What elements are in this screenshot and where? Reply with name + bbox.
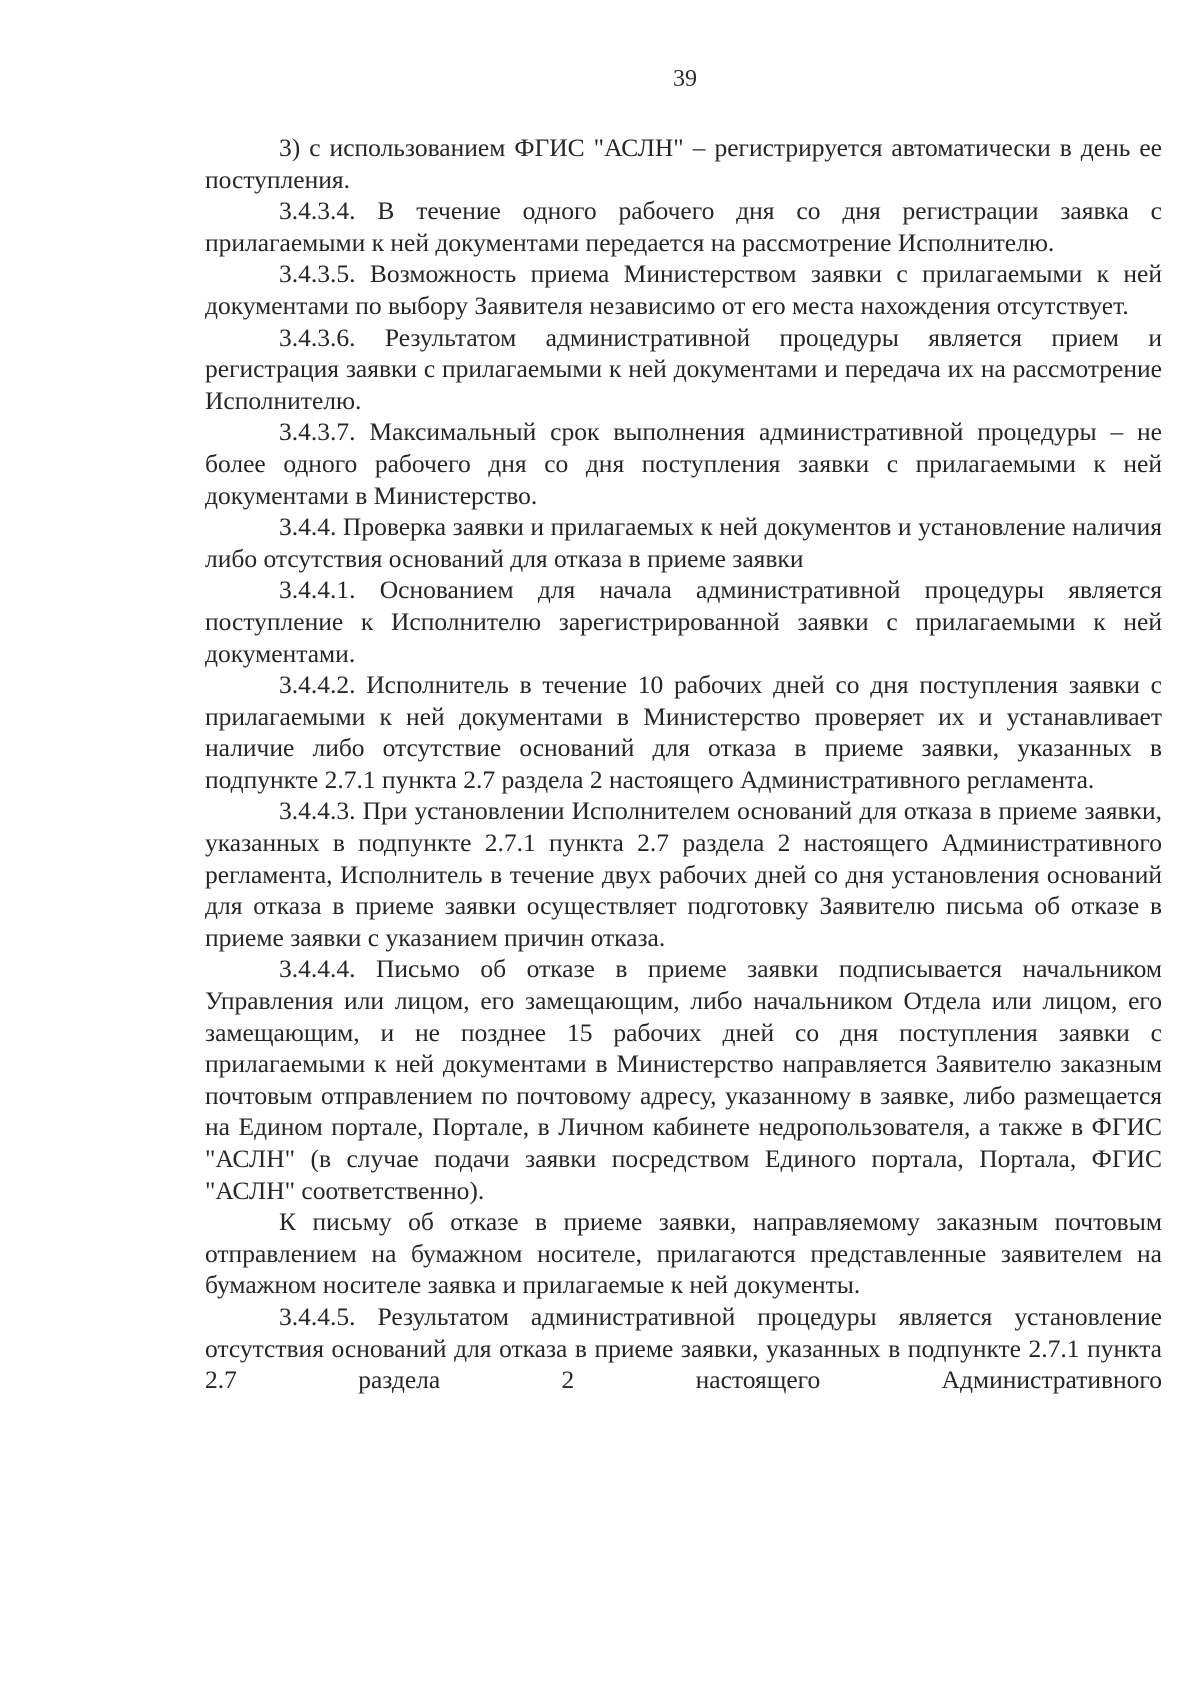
paragraph: 3) с использованием ФГИС "АСЛН" – регистрируется автоматически в день ее поступления. — [205, 133, 1162, 194]
paragraph: 3.4.4.5. Результатом административной процедуры является установление отсутствия оснований для отказа в приеме заявки, указанных в подпункте 2.7.1 пункта 2.7 раздела 2 настоящего Административного — [205, 1301, 1162, 1395]
paragraph: 3.4.4.2. Исполнитель в течение 10 рабочих дней со дня поступления заявки с прилагаемыми к ней документами в Министерство проверяет их и устанавливает наличие либо отсутствие оснований для отказа в приеме заявки, указанных в подпункте 2.7.1 пункта 2.7 раздела 2 настоящего Административного регламента. — [205, 670, 1162, 794]
paragraph: К письму об отказе в приеме заявки, направляемому заказным почтовым отправлением на бумажном носителе, прилагаются представленные заявителем на бумажном носителе заявка и прилагаемые к ней документы. — [205, 1207, 1162, 1300]
document-body — [205, 132, 1162, 1396]
paragraph: 3.4.4.4. Письмо об отказе в приеме заявки подписывается начальником Управления или лицом, его замещающим, либо начальником Отдела или лицом, его замещающим, и не позднее 15 рабочих дней со дня поступления заявки с прилагаемыми к ней документами в Министерство направляется Заявителю заказным почтовым отправлением по почтовому адресу, указанному в заявке, либо размещается на Едином портале, Портале, в Личном кабинете недропользователя, а также в ФГИС "АСЛН" (в случае подачи заявки посредством Единого портала, Портала, ФГИС "АСЛН" соответственно). — [205, 954, 1162, 1205]
paragraph: 3.4.4. Проверка заявки и прилагаемых к ней документов и установление наличия либо отсутствия оснований для отказа в приеме заявки — [205, 512, 1162, 573]
paragraph: 3.4.3.4. В течение одного рабочего дня со дня регистрации заявка с прилагаемыми к ней документами передается на рассмотрение Исполнителю. — [205, 196, 1162, 257]
paragraph: 3.4.3.5. Возможность приема Министерством заявки с прилагаемыми к ней документами по выбору Заявителя независимо от его места нахождения отсутствует. — [205, 259, 1162, 320]
paragraph: 3.4.4.3. При установлении Исполнителем оснований для отказа в приеме заявки, указанных в подпункте 2.7.1 пункта 2.7 раздела 2 настоящего Административного регламента, Исполнитель в течение двух рабочих дней со дня установления оснований для отказа в приеме заявки осуществляет подготовку Заявителю письма об отказе в приеме заявки с указанием причин отказа. — [205, 796, 1162, 952]
page-number: 39 — [673, 66, 697, 92]
paragraph: 3.4.3.6. Результатом административной процедуры является прием и регистрация заявки с прилагаемыми к ней документами и передача их на рассмотрение Исполнителю. — [205, 322, 1162, 415]
paragraph: 3.4.3.7. Максимальный срок выполнения административной процедуры – не более одного рабочего дня со дня поступления заявки с прилагаемыми к ней документами в Министерство. — [205, 417, 1162, 510]
paragraph: 3.4.4.1. Основанием для начала административной процедуры является поступление к Исполнителю зарегистрированной заявки с прилагаемыми к ней документами. — [205, 575, 1162, 668]
